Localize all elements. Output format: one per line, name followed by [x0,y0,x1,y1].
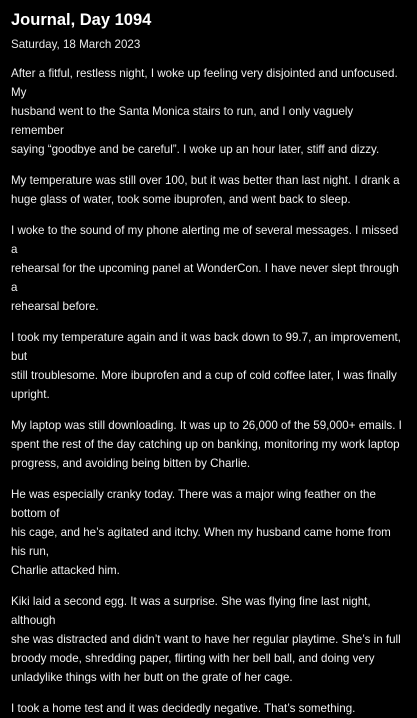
entry-paragraph: Kiki laid a second egg. It was a surprise. She was flying fine last night, although she was distracted and didn’t want to have her regular playtime. She’s in full broody mode, shredding paper, flirting with her bell ball, and doing very unladylike things with her butt on the grate of her cage. [11,595,401,684]
entry-paragraph: I woke to the sound of my phone alerting me of several messages. I missed a rehearsal for the upcoming panel at WonderCon. I have never slept through a rehearsal before. [11,224,399,313]
journal-date: Saturday, 18 March 2023 [11,38,141,51]
entry-paragraph: My temperature was still over 100, but it was better than last night. I drank a huge glass of water, took some ibuprofen, and went back to sleep. [11,174,400,206]
journal-entry [11,64,407,718]
journal-title: Journal, Day 1094 [11,11,152,29]
entry-paragraph: I took my temperature again and it was back down to 99.7, an improvement, but still troublesome. More ibuprofen and a cup of cold coffee later, I was finally upright. [11,331,401,401]
entry-paragraph: He was especially cranky today. There was a major wing feather on the bottom of his cage, and he’s agitated and itchy. When my husband came home from his run, Charlie attacked him. [11,488,391,577]
entry-paragraph: After a fitful, restless night, I woke up feeling very disjointed and unfocused. My husband went to the Santa Monica stairs to run, and I only vaguely remember saying “goodbye and be careful”. I woke up an hour later, stiff and dizzy. [11,67,398,156]
entry-paragraph: I took a home test and it was decidedly negative. That’s something. [11,702,356,715]
entry-paragraph: My laptop was still downloading. It was up to 26,000 of the 59,000+ emails. I spent the rest of the day catching up on banking, monitoring my work laptop progress, and avoiding being bitten by Charlie. [11,419,402,470]
